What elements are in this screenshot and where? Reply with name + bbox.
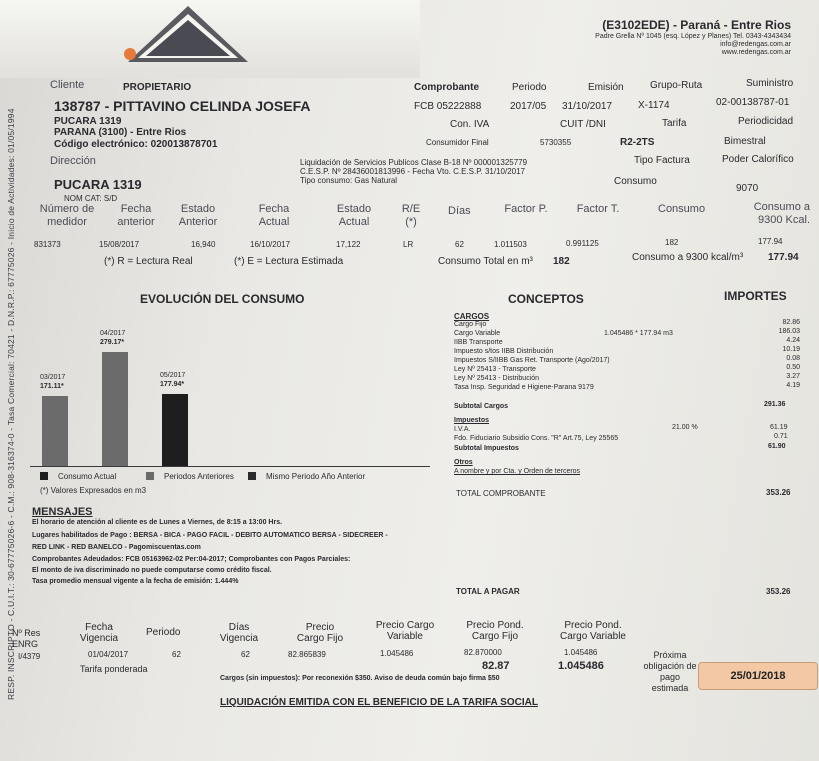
proxima-label: Próxima obligación de pago estimada <box>643 650 697 693</box>
cargos-header: CARGOS <box>454 312 490 321</box>
mensajes-title: MENSAJES <box>32 506 93 518</box>
tarifa-ponderada-fijo: 82.87 <box>482 660 510 672</box>
cuit-label: CUIT /DNI <box>560 119 606 130</box>
tarifa-label: Tarifa <box>662 118 687 129</box>
concept-amount: 10.19 <box>782 346 800 353</box>
periodo-value: 2017/05 <box>510 101 547 112</box>
periodicidad-value: Bimestral <box>724 136 766 147</box>
suministro-label: Suministro <box>746 78 794 89</box>
fondo-value: 0.71 <box>774 433 788 440</box>
td-factor-t: 0.991125 <box>566 239 599 248</box>
client-city: PARANA (3100) - Entre Rios <box>54 127 187 138</box>
legend-anteriores: Periodos Anteriores <box>164 472 234 481</box>
total-m3-label: Consumo Total en m³ <box>438 256 533 267</box>
iva-percent: 21.00 % <box>672 424 698 431</box>
concept-label: Impuesto s/tos IIBB Distribución <box>454 348 554 355</box>
mensaje-line-4: Comprobantes Adeudados: FCB 05163962-02 Per:04-2017; Comprobantes con Pagos Parciales: <box>32 556 351 563</box>
grupo-ruta-label: Grupo-Ruta <box>650 80 703 91</box>
th-fecha-actual: Fecha Actual <box>258 203 290 228</box>
td-nres: I/4379 <box>18 652 41 661</box>
mensaje-line-6: Tasa promedio mensual vigente a la fecha de emisión: 1.444% <box>32 578 239 585</box>
conceptos-title: CONCEPTOS <box>508 292 584 306</box>
terceros-line: A nombre y por Cta. y Orden de terceros <box>454 468 581 475</box>
td-dias-vigencia: 62 <box>241 650 250 659</box>
chart-bar <box>162 394 188 466</box>
dni-value: 5730355 <box>540 138 572 147</box>
td-pond-fijo: 82.870000 <box>464 648 502 657</box>
direccion-value: PUCARA 1319 <box>54 177 142 192</box>
total-m3-value: 182 <box>553 256 570 267</box>
cesp-line: C.E.S.P. Nº 28436001813996 - Fecha Vto. C.E.S.P. 31/10/2017 <box>300 167 526 176</box>
td-factor-p: 1.011503 <box>494 240 527 249</box>
iva-value: 61.19 <box>770 424 788 431</box>
concept-label: IIBB Transporte <box>454 339 503 346</box>
chart-footnote: (*) Valores Expresados en m3 <box>40 486 147 495</box>
th-medidor: Número de medidor <box>39 203 95 228</box>
poder-calorifico-label: Poder Calorífico <box>722 154 794 165</box>
th-fecha-vigencia: Fecha Vigencia <box>79 622 119 644</box>
pago-facil-logo <box>118 2 258 68</box>
chart-bar <box>102 352 128 466</box>
concept-amount: 3.27 <box>786 373 800 380</box>
legend-actual: Consumo Actual <box>58 472 117 481</box>
total-pagar-value: 353.26 <box>766 587 791 596</box>
periodo-label: Periodo <box>512 82 547 93</box>
tipo-factura-label: Tipo Factura <box>634 155 690 166</box>
iva-label: I.V.A. <box>454 426 471 433</box>
tarifa-value: R2-2TS <box>620 137 655 148</box>
cliente-label: Cliente <box>50 79 85 91</box>
th-pond-fijo: Precio Pond. Cargo Fijo <box>466 620 524 642</box>
th-pond-variable: Precio Pond. Cargo Variable <box>560 620 626 642</box>
legend-swatch-anteriores <box>146 472 154 480</box>
chart-value-label: 279.17* <box>100 339 125 346</box>
cargos-footnote: Cargos (sin impuestos): Por reconexión $350. Aviso de deuda común bajo firma $50 <box>220 675 500 682</box>
td-precio-variable: 1.045486 <box>380 649 414 658</box>
liquidacion-line: Liquidación de Servicios Publicos Clase B-18 Nº 000001325779 <box>300 158 528 167</box>
th-precio-variable: Precio Cargo Variable <box>375 620 435 642</box>
concept-label: Cargo Variable <box>454 330 501 337</box>
mensaje-line-3: RED LINK - RED BANELCO - Pagomiscuentas.com <box>32 544 201 551</box>
mensaje-line-5: El monto de iva discriminado no puede computarse como crédito fiscal. <box>32 567 272 574</box>
company-email: info@redengas.com.ar <box>720 41 791 48</box>
legend-swatch-anio-anterior <box>248 472 256 480</box>
total-kcal-label: Consumo a 9300 kcal/m³ <box>632 252 744 263</box>
consumo-label: Consumo <box>614 176 657 187</box>
chart-value-label: 177.94* <box>160 381 185 388</box>
grupo-ruta-value: X-1174 <box>638 100 670 111</box>
td-pond-variable: 1.045486 <box>564 648 598 657</box>
chart-bar <box>42 396 68 466</box>
concept-amount: 4.19 <box>786 382 800 389</box>
client-name: 138787 - PITTAVINO CELINDA JOSEFA <box>54 98 311 114</box>
comprobante-value: FCB 05222888 <box>414 101 482 112</box>
total-comprobante-label: TOTAL COMPROBANTE <box>456 489 546 498</box>
td-fecha-vigencia: 01/04/2017 <box>88 650 129 659</box>
tarifa-ponderada-label: Tarifa ponderada <box>80 664 148 674</box>
direccion-label: Dirección <box>50 155 96 167</box>
tarifa-ponderada-variable: 1.045486 <box>558 660 604 672</box>
consumidor-value: Consumidor Final <box>426 138 489 147</box>
concept-amount: 0.50 <box>786 364 800 371</box>
th-periodo: Periodo <box>146 627 181 638</box>
th-re: R/E (*) <box>401 203 421 228</box>
comprobante-label: Comprobante <box>414 82 479 93</box>
total-comprobante-value: 353.26 <box>766 488 791 497</box>
concept-label: Ley Nº 25413 - Distribución <box>454 375 540 382</box>
chart-title: EVOLUCIÓN DEL CONSUMO <box>140 292 305 306</box>
mensaje-line-1: El horario de atención al cliente es de Lunes a Viernes, de 8:15 a 13:00 Hrs. <box>32 519 283 526</box>
impuestos-header: Impuestos <box>454 417 490 424</box>
th-estado-anterior: Estado Anterior <box>178 203 218 228</box>
mensaje-line-2: Lugares habilitados de Pago : BERSA - BICA - PAGO FACIL - DEBITO AUTOMATICO BERSA - SIDECREER - <box>32 532 388 539</box>
emision-value: 31/10/2017 <box>562 101 613 112</box>
td-precio-fijo: 82.865839 <box>288 650 326 659</box>
client-street: PUCARA 1319 <box>54 116 122 127</box>
td-fecha-anterior: 15/08/2017 <box>99 240 140 249</box>
concept-amount: 0.08 <box>786 355 800 362</box>
subtotal-impuestos-value: 61.90 <box>768 443 786 450</box>
th-estado-actual: Estado Actual <box>336 203 372 228</box>
th-consumo-kcal: Consumo a 9300 Kcal. <box>753 201 810 226</box>
periodicidad-label: Periodicidad <box>738 116 794 127</box>
importes-title: IMPORTES <box>724 289 787 303</box>
concept-label: Impuestos S/IIBB Gas Ret. Transporte (Ago/2017) <box>454 357 610 364</box>
td-consumo-kcal: 177.94 <box>758 237 783 246</box>
td-consumo: 182 <box>665 238 679 247</box>
concept-label: Tasa Insp. Seguridad e Higiene-Parana 9179 <box>454 384 594 391</box>
th-fecha-anterior: Fecha anterior <box>117 203 155 228</box>
nom-cat: NOM CAT: S/D <box>64 194 118 203</box>
total-kcal-value: 177.94 <box>768 252 799 263</box>
td-re: LR <box>403 240 414 249</box>
td-estado-actual: 17,122 <box>336 240 361 249</box>
company-web: www.redengas.com.ar <box>721 49 791 56</box>
concept-label: Cargo Fijo <box>454 321 487 328</box>
total-pagar-label: TOTAL A PAGAR <box>456 587 520 596</box>
subtotal-cargos-label: Subtotal Cargos <box>454 403 509 410</box>
tipo-consumo: Tipo consumo: Gas Natural <box>300 176 398 185</box>
fondo-label: Fdo. Fiduciario Subsidio Cons. "R" Art.75, Ley 25565 <box>454 435 619 442</box>
legend-swatch-actual <box>40 472 48 480</box>
company-code-line: (E3102EDE) - Paraná - Entre Rios <box>602 18 791 32</box>
th-dias: Días <box>448 205 471 217</box>
vertical-tax-text: RESP. INSCRIPTO - C.U.I.T.: 30-67775026-6 - C.M.: 908-316374-0 - Tasa Comercial: 70421 - D.N.R.P.: 67775026 - Inicio de Actividades: 01/05/1994 <box>6 108 16 700</box>
company-address: Padre Grella Nº 1045 (esq. López y Planes) Tel. 0343-4343434 <box>595 33 791 40</box>
concept-detail: 1.045486 * 177.94 m3 <box>604 330 673 337</box>
note-lectura-real: (*) R = Lectura Real <box>104 256 193 267</box>
concept-label: Ley Nº 25413 - Transporte <box>454 366 536 373</box>
legend-anio-anterior: Mismo Periodo Año Anterior <box>266 472 366 481</box>
chart-category-label: 05/2017 <box>160 372 186 379</box>
th-consumo: Consumo <box>658 203 706 215</box>
th-factor-p: Factor P. <box>504 203 548 215</box>
concept-rows <box>454 321 800 393</box>
concept-amount: 186.03 <box>778 328 800 335</box>
th-precio-fijo: Precio Cargo Fijo <box>296 622 344 644</box>
chart-category-label: 04/2017 <box>100 330 126 337</box>
th-nres: Nº Res ENRG <box>12 628 41 649</box>
td-dias: 62 <box>455 240 464 249</box>
poder-calorifico-value: 9070 <box>736 183 759 194</box>
otros-header: Otros <box>454 459 473 466</box>
proxima-fecha-box: 25/01/2018 <box>698 662 818 690</box>
emision-label: Emisión <box>588 82 624 93</box>
client-type: PROPIETARIO <box>123 82 192 93</box>
chart-value-label: 171.11* <box>40 383 64 390</box>
subtotal-impuestos-label: Subtotal Impuestos <box>454 445 519 452</box>
chart-baseline <box>30 466 430 467</box>
chart-category-label: 03/2017 <box>40 374 66 381</box>
td-periodo: 62 <box>172 650 181 659</box>
cond-iva-label: Con. IVA <box>450 119 490 130</box>
th-dias-vigencia: Días Vigencia <box>219 622 259 644</box>
concept-amount: 82.86 <box>782 319 800 326</box>
suministro-value: 02-00138787-01 <box>716 97 790 108</box>
tarifa-social-notice: LIQUIDACIÓN EMITIDA CON EL BENEFICIO DE LA TARIFA SOCIAL <box>220 697 538 708</box>
client-electronic-code: Código electrónico: 020013878701 <box>54 139 218 150</box>
td-fecha-actual: 16/10/2017 <box>250 240 291 249</box>
concept-amount: 4.24 <box>786 337 800 344</box>
note-lectura-estimada: (*) E = Lectura Estimada <box>234 256 344 267</box>
consumption-chart <box>30 310 430 470</box>
td-estado-anterior: 16,940 <box>191 240 216 249</box>
th-factor-t: Factor T. <box>576 203 620 215</box>
td-medidor: 831373 <box>34 240 61 249</box>
subtotal-cargos-value: 291.36 <box>764 401 786 408</box>
